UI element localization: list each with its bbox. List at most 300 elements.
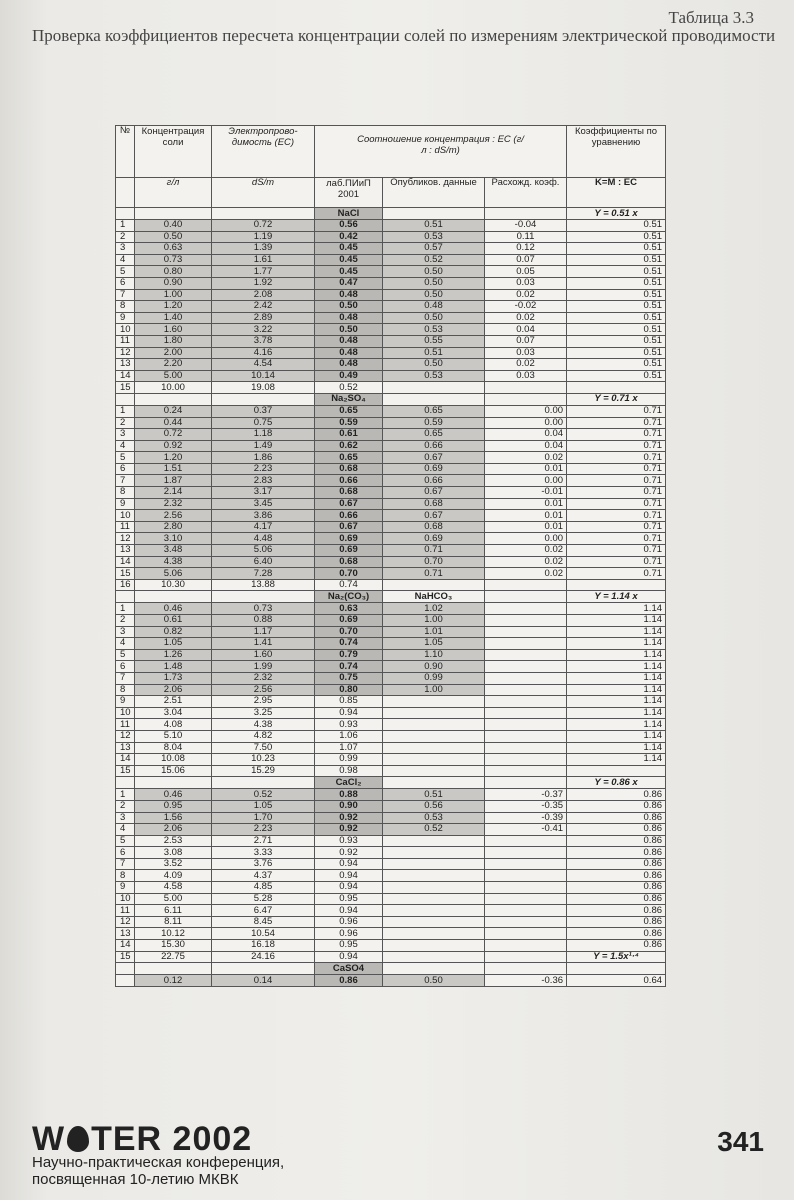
cell-conductivity: 1.19 bbox=[212, 231, 315, 243]
section-salt-name: NaCl bbox=[315, 208, 383, 220]
cell-lab-ratio: 1.07 bbox=[315, 742, 383, 754]
cell-lab-ratio: 0.45 bbox=[315, 243, 383, 255]
cell-difference: 0.00 bbox=[485, 475, 567, 487]
cell-published-ratio bbox=[383, 858, 485, 870]
section-blank bbox=[485, 591, 567, 603]
cell-lab-ratio: 0.93 bbox=[315, 835, 383, 847]
section-blank bbox=[212, 963, 315, 975]
cell-published-ratio bbox=[383, 742, 485, 754]
table-row bbox=[116, 370, 666, 382]
cell-coefficient: 0.71 bbox=[567, 487, 666, 499]
cell-coefficient: 1.14 bbox=[567, 672, 666, 684]
cell-conductivity: 2.42 bbox=[212, 301, 315, 313]
cell-coefficient: 0.51 bbox=[567, 254, 666, 266]
cell-concentration: 2.06 bbox=[135, 824, 212, 836]
cell-lab-ratio: 0.94 bbox=[315, 882, 383, 894]
cell-coefficient: 0.51 bbox=[567, 220, 666, 232]
cell-lab-ratio: 0.94 bbox=[315, 707, 383, 719]
cell-difference: 0.03 bbox=[485, 347, 567, 359]
cell-concentration: 2.32 bbox=[135, 498, 212, 510]
row-number: 15 bbox=[116, 382, 135, 394]
cell-concentration: 2.56 bbox=[135, 510, 212, 522]
cell-coefficient: 1.14 bbox=[567, 696, 666, 708]
cell-published-ratio: 0.66 bbox=[383, 475, 485, 487]
cell-concentration: 3.48 bbox=[135, 545, 212, 557]
cell-coefficient bbox=[567, 382, 666, 394]
section-salt-name: CaCl₂ bbox=[315, 777, 383, 789]
cell-published-ratio: 0.51 bbox=[383, 347, 485, 359]
cell-conductivity: 0.72 bbox=[212, 220, 315, 232]
cell-difference bbox=[485, 649, 567, 661]
section-blank bbox=[116, 963, 135, 975]
cell-concentration: 2.06 bbox=[135, 684, 212, 696]
cell-published-ratio: 0.51 bbox=[383, 789, 485, 801]
table-row bbox=[116, 347, 666, 359]
table-row bbox=[116, 789, 666, 801]
header-coefficients: Коэффициенты по уравнению bbox=[567, 126, 666, 178]
cell-difference: 0.04 bbox=[485, 429, 567, 441]
cell-concentration: 5.00 bbox=[135, 370, 212, 382]
table-row bbox=[116, 684, 666, 696]
header-conc-unit: г/л bbox=[135, 178, 212, 208]
cell-published-ratio bbox=[383, 916, 485, 928]
row-number bbox=[116, 975, 135, 987]
section-blank bbox=[135, 393, 212, 405]
section-blank bbox=[135, 208, 212, 220]
cell-published-ratio bbox=[383, 928, 485, 940]
row-number: 5 bbox=[116, 835, 135, 847]
cell-published-ratio bbox=[383, 707, 485, 719]
cell-conductivity: 10.14 bbox=[212, 370, 315, 382]
cell-concentration: 22.75 bbox=[135, 951, 212, 963]
table-row bbox=[116, 243, 666, 255]
section-salt-name-2: NaHCO₃ bbox=[383, 591, 485, 603]
cell-difference bbox=[485, 684, 567, 696]
cell-published-ratio: 1.02 bbox=[383, 603, 485, 615]
row-number: 6 bbox=[116, 661, 135, 673]
table-row bbox=[116, 301, 666, 313]
cell-lab-ratio: 0.63 bbox=[315, 603, 383, 615]
cell-difference: 0.04 bbox=[485, 440, 567, 452]
cell-difference: 0.01 bbox=[485, 510, 567, 522]
cell-published-ratio bbox=[383, 730, 485, 742]
cell-conductivity: 2.89 bbox=[212, 312, 315, 324]
table-row bbox=[116, 649, 666, 661]
cell-concentration: 3.08 bbox=[135, 847, 212, 859]
table-row bbox=[116, 475, 666, 487]
cell-lab-ratio: 0.45 bbox=[315, 254, 383, 266]
cell-conductivity: 1.60 bbox=[212, 649, 315, 661]
section-blank bbox=[135, 777, 212, 789]
cell-difference bbox=[485, 382, 567, 394]
cell-concentration: 2.80 bbox=[135, 521, 212, 533]
cell-coefficient: 1.14 bbox=[567, 684, 666, 696]
header-published: Опубликов. данные bbox=[383, 178, 485, 208]
table-row bbox=[116, 440, 666, 452]
cell-coefficient: 1.14 bbox=[567, 661, 666, 673]
cell-coefficient: 0.51 bbox=[567, 231, 666, 243]
cell-conductivity: 3.78 bbox=[212, 335, 315, 347]
cell-coefficient: 0.71 bbox=[567, 429, 666, 441]
row-number: 10 bbox=[116, 707, 135, 719]
cell-conductivity: 2.95 bbox=[212, 696, 315, 708]
cell-coefficient: 0.51 bbox=[567, 370, 666, 382]
cell-lab-ratio: 0.67 bbox=[315, 521, 383, 533]
row-number: 13 bbox=[116, 545, 135, 557]
cell-lab-ratio: 0.48 bbox=[315, 289, 383, 301]
cell-published-ratio: 0.48 bbox=[383, 301, 485, 313]
cell-coefficient: 0.86 bbox=[567, 916, 666, 928]
row-number: 4 bbox=[116, 638, 135, 650]
cell-conductivity: 3.17 bbox=[212, 487, 315, 499]
cell-conductivity: 19.08 bbox=[212, 382, 315, 394]
row-number: 11 bbox=[116, 905, 135, 917]
cell-published-ratio bbox=[383, 754, 485, 766]
cell-lab-ratio: 0.68 bbox=[315, 556, 383, 568]
cell-concentration: 0.73 bbox=[135, 254, 212, 266]
cell-concentration: 2.51 bbox=[135, 696, 212, 708]
section-header-row bbox=[116, 591, 666, 603]
cell-coefficient: 0.71 bbox=[567, 452, 666, 464]
cell-lab-ratio: 0.95 bbox=[315, 893, 383, 905]
table-row bbox=[116, 696, 666, 708]
cell-difference: 0.05 bbox=[485, 266, 567, 278]
cell-lab-ratio: 0.88 bbox=[315, 789, 383, 801]
section-blank bbox=[116, 208, 135, 220]
cell-conductivity: 0.88 bbox=[212, 615, 315, 627]
section-blank bbox=[567, 963, 666, 975]
section-equation: Y = 1.14 x bbox=[567, 591, 666, 603]
table-row bbox=[116, 940, 666, 952]
section-equation: Y = 1.5x¹·⁴ bbox=[567, 951, 666, 963]
cell-published-ratio: 1.00 bbox=[383, 615, 485, 627]
cell-difference bbox=[485, 870, 567, 882]
table-row bbox=[116, 254, 666, 266]
cell-lab-ratio: 0.69 bbox=[315, 533, 383, 545]
table-row bbox=[116, 545, 666, 557]
cell-concentration: 4.08 bbox=[135, 719, 212, 731]
cell-concentration: 2.20 bbox=[135, 359, 212, 371]
cell-conductivity: 2.56 bbox=[212, 684, 315, 696]
cell-lab-ratio: 0.66 bbox=[315, 510, 383, 522]
cell-coefficient: 0.86 bbox=[567, 789, 666, 801]
header-kmec: K=M : EC bbox=[567, 178, 666, 208]
cell-difference: 0.02 bbox=[485, 359, 567, 371]
row-number: 3 bbox=[116, 626, 135, 638]
cell-coefficient: 0.51 bbox=[567, 289, 666, 301]
cell-coefficient: 0.71 bbox=[567, 510, 666, 522]
row-number: 6 bbox=[116, 463, 135, 475]
cell-conductivity: 1.99 bbox=[212, 661, 315, 673]
cell-concentration: 2.53 bbox=[135, 835, 212, 847]
table-row bbox=[116, 916, 666, 928]
cell-published-ratio bbox=[383, 696, 485, 708]
cell-conductivity: 13.88 bbox=[212, 579, 315, 591]
section-blank bbox=[485, 393, 567, 405]
cell-coefficient: 1.14 bbox=[567, 615, 666, 627]
cell-published-ratio: 0.65 bbox=[383, 405, 485, 417]
cell-conductivity: 5.28 bbox=[212, 893, 315, 905]
table-row bbox=[116, 893, 666, 905]
cell-difference bbox=[485, 638, 567, 650]
table-title: Проверка коэффициентов пересчета концентрации солей по измерениям электрической проводимости bbox=[32, 26, 776, 45]
table-row bbox=[116, 730, 666, 742]
section-salt-name-2 bbox=[383, 777, 485, 789]
table-row bbox=[116, 603, 666, 615]
header-concentration: Концентрация соли bbox=[135, 126, 212, 178]
cell-lab-ratio: 0.52 bbox=[315, 382, 383, 394]
row-number: 1 bbox=[116, 789, 135, 801]
cell-conductivity: 3.25 bbox=[212, 707, 315, 719]
cell-coefficient: 0.51 bbox=[567, 324, 666, 336]
cell-lab-ratio: 0.47 bbox=[315, 277, 383, 289]
cell-difference bbox=[485, 672, 567, 684]
table-row bbox=[116, 417, 666, 429]
cell-concentration: 1.20 bbox=[135, 301, 212, 313]
row-number: 8 bbox=[116, 684, 135, 696]
table-body bbox=[116, 208, 666, 987]
cell-coefficient: 0.51 bbox=[567, 312, 666, 324]
cell-difference bbox=[485, 754, 567, 766]
cell-concentration: 0.92 bbox=[135, 440, 212, 452]
cell-conductivity: 1.41 bbox=[212, 638, 315, 650]
cell-difference bbox=[485, 742, 567, 754]
table-row bbox=[116, 579, 666, 591]
cell-concentration: 1.48 bbox=[135, 661, 212, 673]
table-number: Таблица 3.3 bbox=[668, 8, 754, 27]
cell-difference: 0.11 bbox=[485, 231, 567, 243]
cell-difference: 0.00 bbox=[485, 533, 567, 545]
cell-coefficient: 0.71 bbox=[567, 417, 666, 429]
cell-published-ratio: 0.57 bbox=[383, 243, 485, 255]
cell-difference bbox=[485, 661, 567, 673]
cell-published-ratio: 0.99 bbox=[383, 672, 485, 684]
cell-conductivity: 7.50 bbox=[212, 742, 315, 754]
cell-conductivity: 6.40 bbox=[212, 556, 315, 568]
section-blank bbox=[135, 963, 212, 975]
cell-lab-ratio: 0.99 bbox=[315, 754, 383, 766]
table-row bbox=[116, 824, 666, 836]
cell-conductivity: 4.16 bbox=[212, 347, 315, 359]
cell-concentration: 3.10 bbox=[135, 533, 212, 545]
cell-difference: 0.01 bbox=[485, 498, 567, 510]
row-number: 6 bbox=[116, 847, 135, 859]
cell-coefficient: 0.51 bbox=[567, 347, 666, 359]
table-row bbox=[116, 626, 666, 638]
section-blank bbox=[485, 777, 567, 789]
cell-lab-ratio: 0.75 bbox=[315, 672, 383, 684]
row-number: 13 bbox=[116, 928, 135, 940]
table-row bbox=[116, 556, 666, 568]
cell-concentration: 2.14 bbox=[135, 487, 212, 499]
table-row bbox=[116, 719, 666, 731]
cell-concentration: 3.52 bbox=[135, 858, 212, 870]
data-table-wrapper bbox=[115, 125, 665, 987]
cell-concentration: 0.61 bbox=[135, 615, 212, 627]
table-row bbox=[116, 429, 666, 441]
cell-difference bbox=[485, 951, 567, 963]
cell-conductivity: 2.83 bbox=[212, 475, 315, 487]
cell-difference: 0.01 bbox=[485, 521, 567, 533]
cell-published-ratio bbox=[383, 719, 485, 731]
cell-concentration: 1.40 bbox=[135, 312, 212, 324]
row-number: 6 bbox=[116, 277, 135, 289]
cell-lab-ratio: 0.62 bbox=[315, 440, 383, 452]
cell-published-ratio: 0.68 bbox=[383, 498, 485, 510]
section-blank bbox=[116, 393, 135, 405]
table-row bbox=[116, 615, 666, 627]
cell-lab-ratio: 0.45 bbox=[315, 266, 383, 278]
row-number: 12 bbox=[116, 916, 135, 928]
section-blank bbox=[485, 963, 567, 975]
cell-published-ratio: 0.50 bbox=[383, 359, 485, 371]
page-number: 341 bbox=[717, 1126, 764, 1157]
cell-coefficient: 0.71 bbox=[567, 440, 666, 452]
row-number: 13 bbox=[116, 359, 135, 371]
cell-difference bbox=[485, 765, 567, 777]
row-number: 4 bbox=[116, 254, 135, 266]
cell-conductivity: 1.39 bbox=[212, 243, 315, 255]
cell-published-ratio bbox=[383, 940, 485, 952]
cell-difference: -0.04 bbox=[485, 220, 567, 232]
cell-conductivity: 1.70 bbox=[212, 812, 315, 824]
cell-published-ratio bbox=[383, 765, 485, 777]
row-number: 10 bbox=[116, 510, 135, 522]
table-row bbox=[116, 312, 666, 324]
cell-published-ratio: 1.00 bbox=[383, 684, 485, 696]
cell-concentration: 0.63 bbox=[135, 243, 212, 255]
cell-conductivity: 1.77 bbox=[212, 266, 315, 278]
cell-concentration: 1.20 bbox=[135, 452, 212, 464]
section-equation: Y = 0.71 x bbox=[567, 393, 666, 405]
row-number: 1 bbox=[116, 220, 135, 232]
cell-published-ratio: 1.01 bbox=[383, 626, 485, 638]
cell-conductivity: 2.32 bbox=[212, 672, 315, 684]
cell-coefficient: 0.86 bbox=[567, 940, 666, 952]
cell-concentration: 1.87 bbox=[135, 475, 212, 487]
cell-difference: 0.02 bbox=[485, 545, 567, 557]
row-number: 12 bbox=[116, 347, 135, 359]
cell-lab-ratio: 0.96 bbox=[315, 916, 383, 928]
cell-difference: 0.04 bbox=[485, 324, 567, 336]
table-row bbox=[116, 882, 666, 894]
cell-coefficient: 0.86 bbox=[567, 858, 666, 870]
cell-coefficient: 0.71 bbox=[567, 533, 666, 545]
row-number: 4 bbox=[116, 824, 135, 836]
cell-conductivity: 1.61 bbox=[212, 254, 315, 266]
section-salt-name: CaSO4 bbox=[315, 963, 383, 975]
row-number: 14 bbox=[116, 940, 135, 952]
cell-coefficient: 1.14 bbox=[567, 638, 666, 650]
cell-lab-ratio: 0.42 bbox=[315, 231, 383, 243]
cell-lab-ratio: 0.94 bbox=[315, 858, 383, 870]
header-number: № bbox=[116, 126, 135, 178]
cell-difference bbox=[485, 928, 567, 940]
cell-published-ratio: 0.50 bbox=[383, 277, 485, 289]
table-row bbox=[116, 812, 666, 824]
table-row bbox=[116, 858, 666, 870]
cell-lab-ratio: 0.74 bbox=[315, 638, 383, 650]
row-number: 9 bbox=[116, 696, 135, 708]
table-row bbox=[116, 928, 666, 940]
cell-concentration: 10.00 bbox=[135, 382, 212, 394]
cell-coefficient: 0.71 bbox=[567, 463, 666, 475]
cell-concentration: 4.58 bbox=[135, 882, 212, 894]
row-number: 13 bbox=[116, 742, 135, 754]
cell-lab-ratio: 1.06 bbox=[315, 730, 383, 742]
cell-conductivity: 2.23 bbox=[212, 463, 315, 475]
cell-difference: 0.02 bbox=[485, 556, 567, 568]
row-number: 7 bbox=[116, 289, 135, 301]
cell-concentration: 15.06 bbox=[135, 765, 212, 777]
cell-published-ratio: 0.55 bbox=[383, 335, 485, 347]
cell-published-ratio: 0.53 bbox=[383, 231, 485, 243]
conference-line-1: Научно-практическая конференция, bbox=[32, 1154, 285, 1171]
cell-conductivity: 3.45 bbox=[212, 498, 315, 510]
section-equation: Y = 0.51 x bbox=[567, 208, 666, 220]
cell-conductivity: 0.73 bbox=[212, 603, 315, 615]
cell-difference: 0.02 bbox=[485, 452, 567, 464]
cell-difference: 0.02 bbox=[485, 568, 567, 580]
table-row bbox=[116, 905, 666, 917]
cell-conductivity: 10.54 bbox=[212, 928, 315, 940]
table-row bbox=[116, 335, 666, 347]
cell-lab-ratio: 0.92 bbox=[315, 824, 383, 836]
cell-coefficient bbox=[567, 579, 666, 591]
cell-lab-ratio: 0.96 bbox=[315, 928, 383, 940]
cell-coefficient: 0.64 bbox=[567, 975, 666, 987]
cell-conductivity: 1.86 bbox=[212, 452, 315, 464]
cell-difference bbox=[485, 707, 567, 719]
cell-published-ratio: 0.50 bbox=[383, 312, 485, 324]
row-number: 8 bbox=[116, 870, 135, 882]
header-conductivity: Электропрово-димость (EC) bbox=[212, 126, 315, 178]
cell-conductivity: 3.76 bbox=[212, 858, 315, 870]
cell-lab-ratio: 0.69 bbox=[315, 545, 383, 557]
cell-coefficient: 0.71 bbox=[567, 498, 666, 510]
row-number: 7 bbox=[116, 475, 135, 487]
section-blank bbox=[135, 591, 212, 603]
row-number: 15 bbox=[116, 765, 135, 777]
cell-published-ratio: 1.05 bbox=[383, 638, 485, 650]
cell-lab-ratio: 0.95 bbox=[315, 940, 383, 952]
table-row bbox=[116, 765, 666, 777]
section-header-row bbox=[116, 777, 666, 789]
table-row bbox=[116, 463, 666, 475]
cell-lab-ratio: 0.79 bbox=[315, 649, 383, 661]
cell-concentration: 0.46 bbox=[135, 603, 212, 615]
cell-lab-ratio: 0.68 bbox=[315, 487, 383, 499]
cell-difference: -0.35 bbox=[485, 800, 567, 812]
cell-conductivity: 1.92 bbox=[212, 277, 315, 289]
cell-conductivity: 1.17 bbox=[212, 626, 315, 638]
cell-published-ratio bbox=[383, 870, 485, 882]
cell-lab-ratio: 0.93 bbox=[315, 719, 383, 731]
cell-coefficient: 0.51 bbox=[567, 243, 666, 255]
row-number: 8 bbox=[116, 301, 135, 313]
cell-difference bbox=[485, 730, 567, 742]
cell-conductivity: 3.33 bbox=[212, 847, 315, 859]
cell-conductivity: 0.37 bbox=[212, 405, 315, 417]
cell-lab-ratio: 0.94 bbox=[315, 951, 383, 963]
cell-difference: 0.02 bbox=[485, 289, 567, 301]
cell-published-ratio: 0.68 bbox=[383, 521, 485, 533]
cell-published-ratio: 0.52 bbox=[383, 824, 485, 836]
cell-conductivity: 1.05 bbox=[212, 800, 315, 812]
cell-lab-ratio: 0.85 bbox=[315, 696, 383, 708]
cell-concentration: 0.40 bbox=[135, 220, 212, 232]
cell-coefficient: 1.14 bbox=[567, 754, 666, 766]
